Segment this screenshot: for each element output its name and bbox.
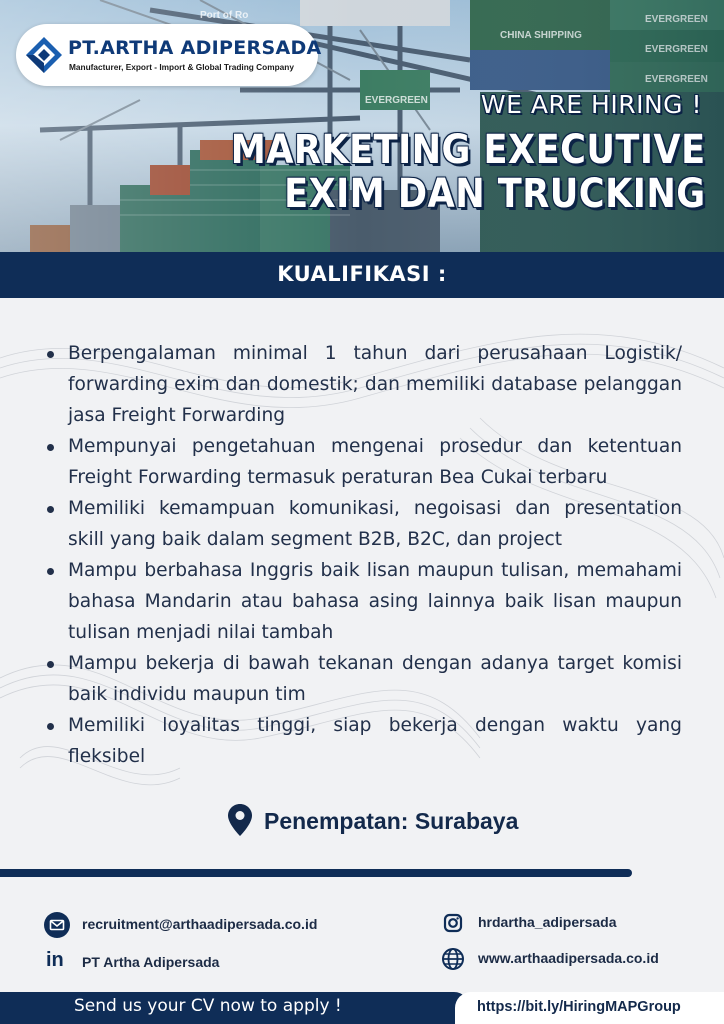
list-item (40, 648, 682, 710)
company-tagline: Manufacturer, Export - Import & Global Trading Company (69, 62, 294, 72)
footer-link-pill[interactable] (455, 992, 724, 1024)
job-title (231, 128, 706, 216)
location-text: Penempatan: Surabaya (264, 808, 519, 834)
apply-link[interactable]: https://bit.ly/HiringMAPGroup (477, 999, 681, 1015)
email-icon (44, 912, 70, 938)
job-title-line: MARKETING EXECUTIVE (231, 127, 706, 173)
qualification-text: Memiliki loyalitas tinggi, siap bekerja dengan waktu yang fleksibel (68, 715, 682, 767)
section-title: KUALIFIKASI : (277, 262, 447, 286)
bullet-icon (47, 661, 54, 668)
linkedin-icon: in (46, 949, 64, 971)
globe-icon (440, 946, 466, 972)
qualifications-list (40, 338, 682, 772)
hero-banner (0, 0, 724, 252)
bullet-icon (47, 506, 54, 513)
instagram-text: hrdartha_adipersada (478, 914, 617, 930)
linkedin-text: PT Artha Adipersada (82, 954, 220, 970)
qualification-text: Mempunyai pengetahuan mengenai prosedur dan ketentuan Freight Forwarding termasuk peraturan Bea Cukai terbaru (68, 436, 682, 488)
footer-cta-bar (0, 992, 470, 1024)
qualification-text: Mampu bekerja di bawah tekanan dengan adanya target komisi baik individu maupun tim (68, 653, 682, 705)
location-pin-icon (228, 804, 252, 836)
job-title-line: EXIM DAN TRUCKING (284, 171, 706, 217)
qualification-text: Memiliki kemampuan komunikasi, negoisasi dan presentation skill yang baik dalam segment B2B, B2C, dan project (68, 498, 682, 550)
instagram-icon (440, 910, 466, 936)
logo-diamond-icon (24, 35, 64, 75)
list-item (40, 431, 682, 493)
email-text: recruitment@arthaadipersada.co.id (82, 916, 318, 932)
website-text: www.arthaadipersada.co.id (478, 950, 659, 966)
list-item (40, 493, 682, 555)
hiring-heading: WE ARE HIRING ! (480, 90, 702, 119)
list-item (40, 710, 682, 772)
company-logo (16, 24, 322, 86)
list-item (40, 555, 682, 648)
bullet-icon (47, 444, 54, 451)
bullet-icon (47, 351, 54, 358)
bullet-icon (47, 568, 54, 575)
divider (0, 869, 632, 877)
qualification-text: Mampu berbahasa Inggris baik lisan maupun tulisan, memahami bahasa Mandarin atau bahasa asing lainnya baik lisan maupun tulisan menjadi nilai tambah (68, 560, 682, 643)
footer-cta-text: Send us your CV now to apply ! (74, 996, 342, 1016)
bullet-icon (47, 723, 54, 730)
company-name: PT.ARTHA ADIPERSADA (68, 37, 322, 59)
list-item (40, 338, 682, 431)
qualifications-header (0, 252, 724, 298)
qualification-text: Berpengalaman minimal 1 tahun dari perusahaan Logistik/ forwarding exim dan domestik; dan memiliki database pelanggan jasa Freight Forwarding (68, 343, 682, 426)
